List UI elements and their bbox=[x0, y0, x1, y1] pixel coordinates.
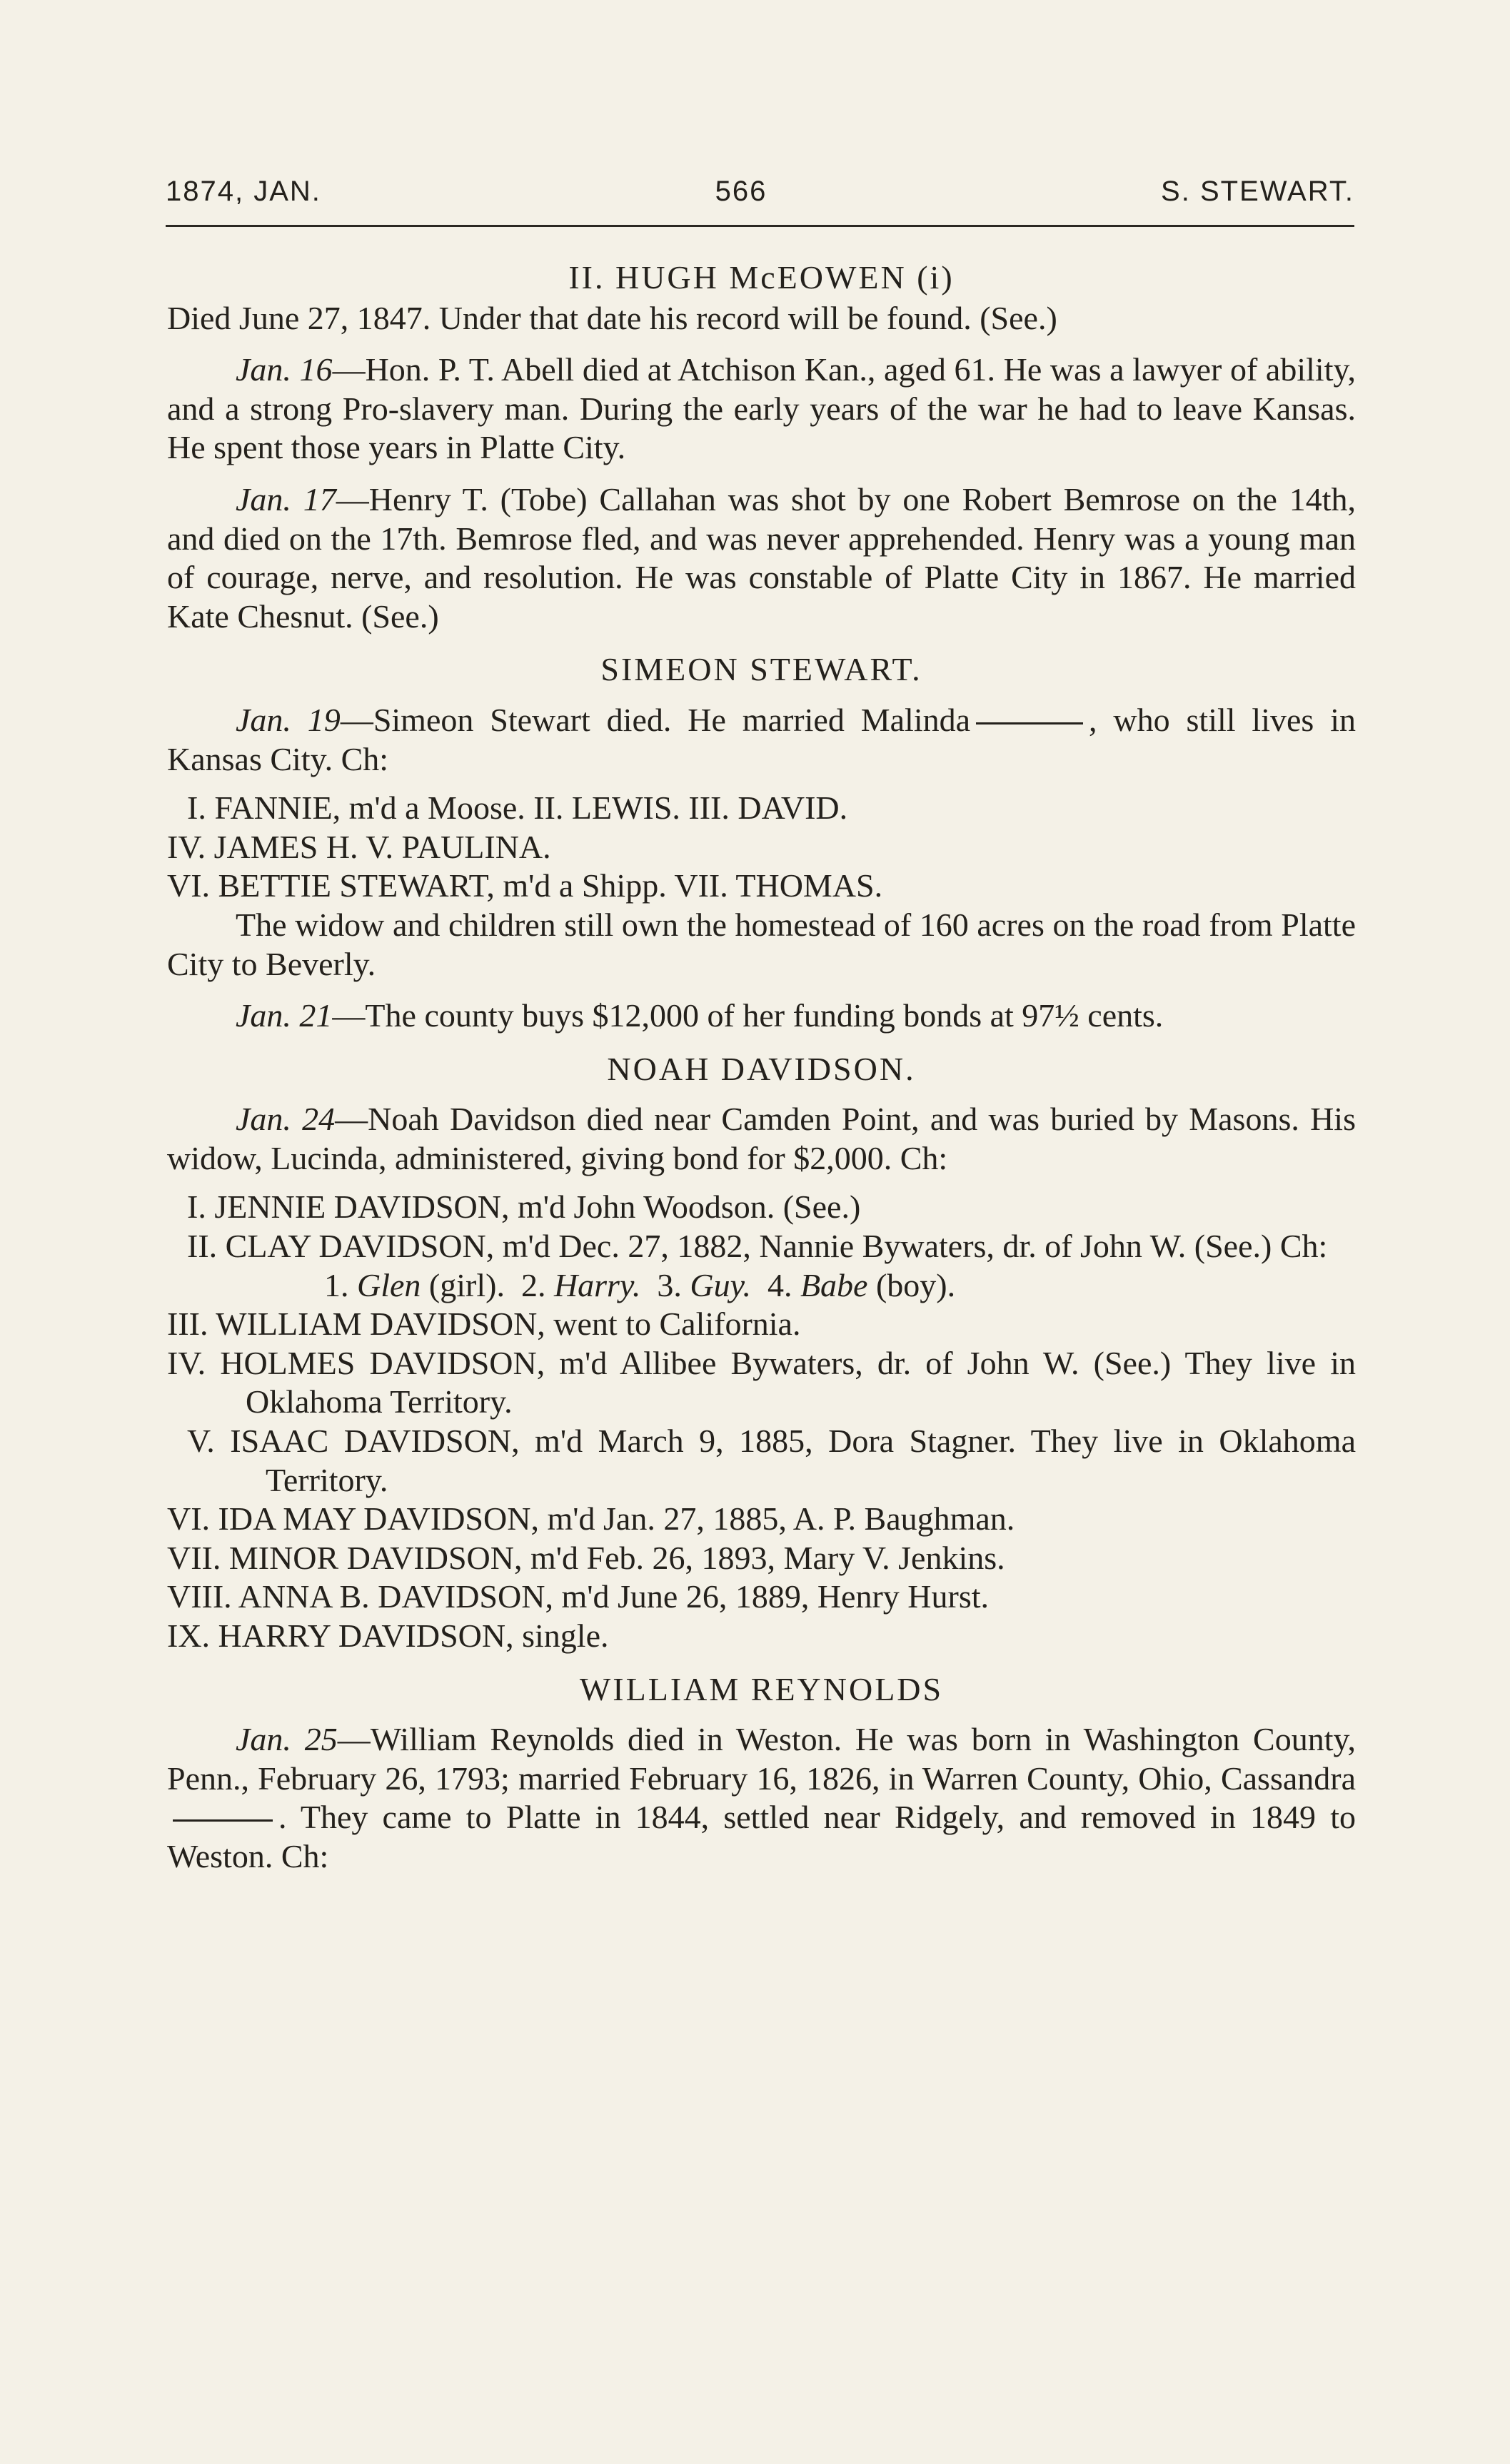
entry-text: —Hon. P. T. Abell died at Atchison Kan., aged 61. He was a lawyer of ability, and a strong Pro-slavery man. During the early years of the war he had to leave Kansas. He spent those years in Platte City. bbox=[167, 351, 1356, 466]
page-number: 566 bbox=[715, 176, 767, 207]
grandchild-name: Glen bbox=[357, 1266, 421, 1303]
running-head-name: S. STEWART. bbox=[1161, 176, 1354, 207]
grandchild-number: 2. bbox=[520, 1266, 546, 1303]
hugh-mceowen-note: Died June 27, 1847. Under that date his record will be found. (See.) bbox=[167, 299, 1057, 336]
running-head-date: 1874, JAN. bbox=[166, 176, 321, 207]
entry-jan-24 bbox=[167, 1100, 1356, 1178]
entry-jan-21 bbox=[167, 996, 1356, 1036]
grandchildren-line bbox=[167, 1266, 1356, 1306]
entry-text-continued: , who still lives in Kansas City. Ch: bbox=[167, 701, 1356, 777]
entry-text: —Noah Davidson died near Camden Point, and was buried by Masons. His widow, Lucinda, administered, giving bond for $2,000. Ch: bbox=[167, 1101, 1356, 1176]
list-item: I. FANNIE, m'd a Moose. II. LEWIS. III. DAVID. bbox=[187, 789, 848, 827]
header-rule bbox=[166, 225, 1354, 227]
entry-text: —William Reynolds died in Weston. He was born in Washington County, Penn., February 26, 1793; married February 16, 1826, in Warren County, Ohio, Cassandra bbox=[167, 1721, 1356, 1797]
blank-dash bbox=[173, 1819, 273, 1822]
list-item: III. WILLIAM DAVIDSON, went to California. bbox=[167, 1306, 801, 1343]
grandchild-name: Babe bbox=[800, 1266, 868, 1303]
list-item: IV. HOLMES DAVIDSON, m'd Allibee Bywaters, dr. of John W. (See.) They live in Oklahoma Territory. bbox=[167, 1344, 1356, 1420]
list-item: VI. BETTIE STEWART, m'd a Shipp. VII. THOMAS. bbox=[167, 867, 883, 904]
running-head bbox=[166, 176, 1354, 208]
section-heading-simeon-stewart: SIMEON STEWART. bbox=[600, 651, 922, 688]
grandchild-note: (boy). bbox=[875, 1266, 956, 1303]
list-item: VII. MINOR DAVIDSON, m'd Feb. 26, 1893, Mary V. Jenkins. bbox=[167, 1539, 1005, 1576]
entry-jan-25 bbox=[167, 1720, 1356, 1876]
entry-jan-19 bbox=[167, 701, 1356, 779]
grandchild-note: (girl). bbox=[428, 1266, 505, 1303]
entry-text: —The county buys $12,000 of her funding bonds at 97½ cents. bbox=[332, 997, 1164, 1034]
grandchild-name: Guy. bbox=[690, 1266, 751, 1303]
list-item: IV. JAMES H. V. PAULINA. bbox=[167, 828, 551, 865]
entry-date: Jan. 16 bbox=[236, 351, 333, 388]
entry-date: Jan. 21 bbox=[236, 997, 333, 1034]
grandchild-number: 3. bbox=[657, 1266, 682, 1303]
list-item: VI. IDA MAY DAVIDSON, m'd Jan. 27, 1885, A. P. Baughman. bbox=[167, 1500, 1015, 1538]
blank-dash bbox=[976, 722, 1083, 724]
grandchild-number: 4. bbox=[767, 1266, 792, 1303]
entry-text-continued: . They came to Platte in 1844, settled near Ridgely, and removed in 1849 to Weston. Ch: bbox=[167, 1799, 1356, 1874]
grandchild-name: Harry. bbox=[553, 1266, 641, 1303]
section-heading-noah-davidson: NOAH DAVIDSON. bbox=[607, 1050, 916, 1087]
grandchild-number: 1. bbox=[324, 1266, 349, 1303]
entry-text: —Simeon Stewart died. He married Malinda bbox=[340, 701, 971, 738]
entry-jan-16 bbox=[167, 350, 1356, 468]
list-item: V. ISAAC DAVIDSON, m'd March 9, 1885, Dora Stagner. They live in Oklahoma Territory. bbox=[187, 1423, 1356, 1498]
list-item: I. JENNIE DAVIDSON, m'd John Woodson. (See.) bbox=[187, 1188, 861, 1226]
stewart-homestead-note: The widow and children still own the homestead of 160 acres on the road from Platte City to Beverly. bbox=[167, 906, 1356, 982]
entry-date: Jan. 17 bbox=[236, 480, 336, 517]
entry-date: Jan. 24 bbox=[236, 1101, 336, 1138]
list-item: VIII. ANNA B. DAVIDSON, m'd June 26, 1889, Henry Hurst. bbox=[167, 1578, 990, 1615]
page-body bbox=[167, 258, 1356, 1877]
section-heading-hugh-mceowen: II. HUGH McEOWEN (i) bbox=[568, 259, 955, 296]
list-item: IX. HARRY DAVIDSON, single. bbox=[167, 1617, 609, 1654]
entry-date: Jan. 19 bbox=[236, 701, 341, 738]
stewart-children-list bbox=[167, 789, 1356, 906]
davidson-children-list bbox=[167, 1188, 1356, 1655]
entry-date: Jan. 25 bbox=[236, 1721, 338, 1758]
list-item: II. CLAY DAVIDSON, m'd Dec. 27, 1882, Nannie Bywaters, dr. of John W. (See.) Ch: bbox=[187, 1228, 1328, 1265]
section-heading-william-reynolds: WILLIAM REYNOLDS bbox=[579, 1670, 944, 1707]
entry-jan-17 bbox=[167, 480, 1356, 636]
entry-text: —Henry T. (Tobe) Callahan was shot by one Robert Bemrose on the 14th, and died on the 17th. Bemrose fled, and was never apprehended. Henry was a young man of courage, nerve, and resolution. He was constable of Platte City in 1867. He married Kate Chesnut. (See.) bbox=[167, 480, 1356, 635]
